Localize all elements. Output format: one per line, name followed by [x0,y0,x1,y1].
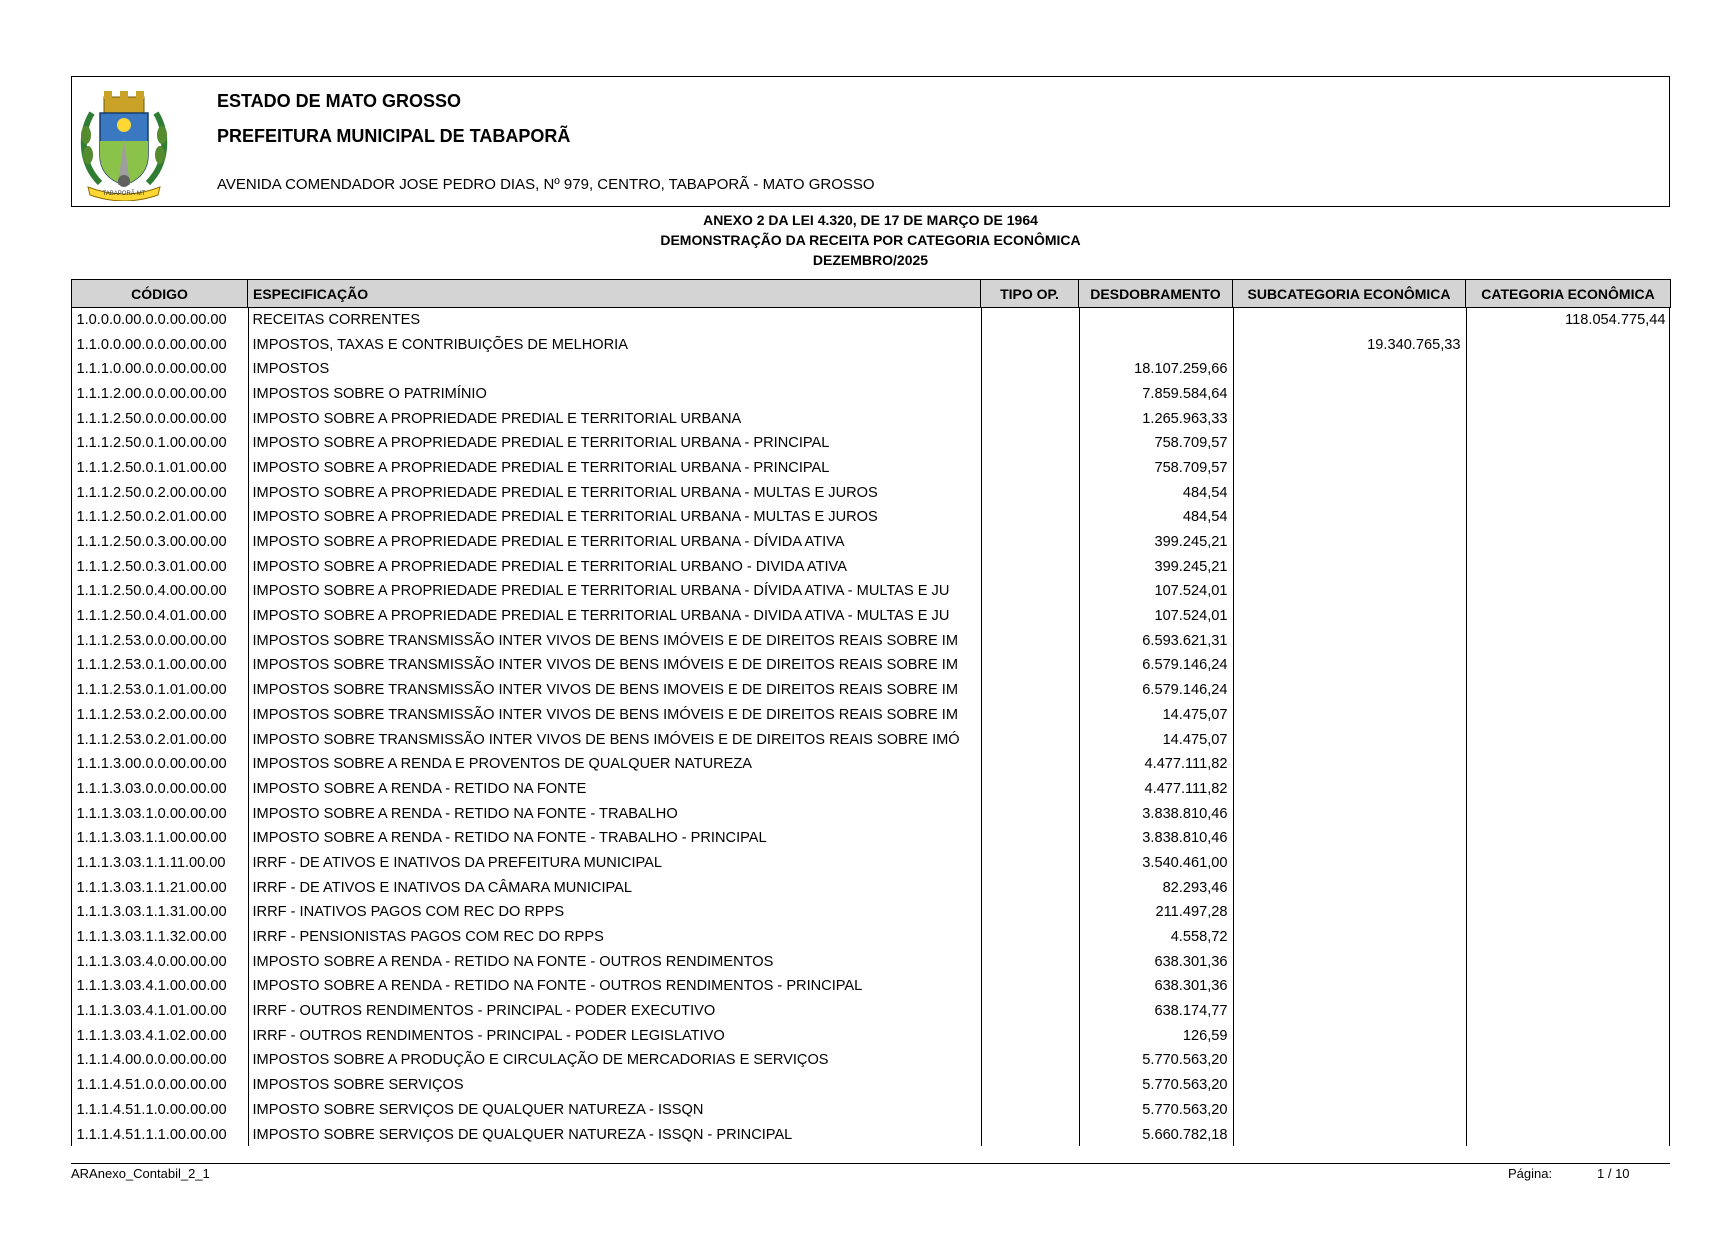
cell-code: 1.1.1.3.03.4.0.00.00.00 [76,953,227,970]
cell-category [1466,332,1671,357]
report-title-name: DEMONSTRAÇÃO DA RECEITA POR CATEGORIA ECONÔMICA [660,232,1081,248]
cell-breakdown: 126,59 [1182,1027,1228,1044]
cell-code: 1.1.1.2.50.0.1.01.00.00 [76,459,227,476]
cell-code: 1.1.1.3.03.1.1.31.00.00 [76,904,227,921]
table-row [72,628,1671,653]
cell-op-type [981,826,1079,851]
cell-category [1466,653,1671,678]
cell-op-type [981,456,1079,481]
cell-breakdown: 758.709,57 [1154,435,1228,452]
cell-op-type [981,875,1079,900]
cell-specification: IMPOSTO SOBRE A PROPRIEDADE PREDIAL E TERRITORIAL URBANA - MULTAS E JUROS [252,509,878,526]
cell-subcategory [1233,406,1466,431]
cell-specification: IMPOSTOS SOBRE O PATRIMÍNIO [252,385,487,402]
cell-category [1466,999,1671,1024]
cell-op-type [981,1122,1079,1147]
cell-code: 1.1.1.2.53.0.1.01.00.00 [76,682,227,699]
cell-specification: IMPOSTO SOBRE A PROPRIEDADE PREDIAL E TERRITORIAL URBANA [252,410,742,427]
cell-breakdown: 758.709,57 [1154,459,1228,476]
cell-op-type [981,505,1079,530]
cell-category [1466,875,1671,900]
cell-subcategory [1233,308,1466,333]
cell-code: 1.1.1.3.03.4.1.01.00.00 [76,1003,227,1020]
cell-specification: IMPOSTO SOBRE A RENDA - RETIDO NA FONTE - TRABALHO - PRINCIPAL [252,830,767,847]
cell-subcategory [1233,949,1466,974]
cell-breakdown: 82.293,46 [1162,879,1228,896]
cell-specification: IMPOSTO SOBRE A RENDA - RETIDO NA FONTE [252,780,587,797]
cell-specification: IMPOSTO SOBRE A PROPRIEDADE PREDIAL E TERRITORIAL URBANA - DIVIDA ATIVA - MULTAS E JU [252,608,950,625]
table-row [72,357,1671,382]
cell-breakdown: 107.524,01 [1154,583,1228,600]
cell-op-type [981,579,1079,604]
table-row [72,1098,1671,1123]
cell-code: 1.1.1.3.03.1.0.00.00.00 [76,805,227,822]
cell-subcategory [1233,1048,1466,1073]
cell-breakdown: 18.107.259,66 [1134,361,1228,378]
cell-category [1466,678,1671,703]
report-id: ARAnexo_Contabil_2_1 [71,1166,210,1181]
col-header-code: CÓDIGO [72,280,248,308]
table-row [72,1023,1671,1048]
cell-code: 1.1.1.3.00.0.0.00.00.00 [76,756,227,773]
cell-specification: IMPOSTO SOBRE A PROPRIEDADE PREDIAL E TERRITORIAL URBANA - DÍVIDA ATIVA [252,534,845,551]
cell-breakdown: 5.770.563,20 [1142,1052,1228,1069]
cell-op-type [981,406,1079,431]
cell-specification: IMPOSTOS SOBRE A PRODUÇÃO E CIRCULAÇÃO DE MERCADORIAS E SERVIÇOS [252,1052,829,1069]
cell-category [1466,949,1671,974]
cell-category [1466,752,1671,777]
cell-breakdown: 4.477.111,82 [1144,780,1228,797]
cell-subcategory [1233,579,1466,604]
table-row [72,875,1671,900]
cell-category [1466,900,1671,925]
cell-specification: IMPOSTO SOBRE A RENDA - RETIDO NA FONTE - OUTROS RENDIMENTOS - PRINCIPAL [252,978,863,995]
cell-specification: IMPOSTOS, TAXAS E CONTRIBUIÇÕES DE MELHORIA [252,336,628,353]
cell-code: 1.1.1.3.03.1.1.00.00.00 [76,830,227,847]
cell-code: 1.1.1.3.03.1.1.11.00.00 [76,854,226,871]
cell-category [1466,826,1671,851]
cell-breakdown: 399.245,21 [1154,558,1228,575]
col-header-category: CATEGORIA ECONÔMICA [1466,280,1671,308]
cell-specification: IRRF - DE ATIVOS E INATIVOS DA CÂMARA MUNICIPAL [252,879,632,896]
cell-specification: IMPOSTO SOBRE TRANSMISSÃO INTER VIVOS DE BENS IMÓVEIS E DE DIREITOS REAIS SOBRE IMÓ [252,731,960,748]
cell-op-type [981,1098,1079,1123]
cell-op-type [981,530,1079,555]
cell-category [1466,1048,1671,1073]
cell-subcategory [1233,628,1466,653]
cell-code: 1.1.1.2.53.0.1.00.00.00 [76,657,227,674]
cell-op-type [981,628,1079,653]
table-row [72,480,1671,505]
table-row [72,974,1671,999]
cell-specification: IMPOSTOS SOBRE SERVIÇOS [252,1077,464,1094]
cell-category [1466,604,1671,629]
cell-op-type [981,554,1079,579]
cell-subcategory [1233,999,1466,1024]
cell-code: 1.1.1.3.03.1.1.32.00.00 [76,929,227,946]
cell-subcategory [1233,480,1466,505]
page-number: 1 / 10 [1597,1166,1630,1181]
cell-breakdown: 484,54 [1182,509,1228,526]
cell-category [1466,579,1671,604]
col-header-op-type: TIPO OP. [981,280,1079,308]
cell-subcategory [1233,431,1466,456]
cell-breakdown: 6.579.146,24 [1142,682,1228,699]
cell-code: 1.1.1.2.50.0.4.00.00.00 [76,583,227,600]
cell-category [1466,505,1671,530]
cell-category [1466,801,1671,826]
cell-subcategory [1233,727,1466,752]
table-row [72,752,1671,777]
cell-subcategory [1233,382,1466,407]
cell-code: 1.1.1.2.50.0.3.01.00.00 [76,558,227,575]
table-row [72,925,1671,950]
cell-op-type [981,653,1079,678]
cell-subcategory [1233,604,1466,629]
cell-specification: IMPOSTO SOBRE A PROPRIEDADE PREDIAL E TERRITORIAL URBANA - PRINCIPAL [252,459,830,476]
revenue-table [71,279,1671,1147]
cell-specification: IMPOSTOS [252,361,330,378]
report-title-law: ANEXO 2 DA LEI 4.320, DE 17 DE MARÇO DE 1964 [703,212,1038,228]
cell-specification: IMPOSTO SOBRE A PROPRIEDADE PREDIAL E TERRITORIAL URBANA - DÍVIDA ATIVA - MULTAS E JU [252,583,950,600]
cell-specification: IRRF - OUTROS RENDIMENTOS - PRINCIPAL - PODER EXECUTIVO [252,1003,716,1020]
table-row [72,604,1671,629]
cell-breakdown [1079,332,1233,357]
cell-op-type [981,974,1079,999]
table-row [72,727,1671,752]
cell-op-type [981,949,1079,974]
cell-code: 1.1.1.4.51.1.0.00.00.00 [76,1101,227,1118]
cell-subcategory [1233,851,1466,876]
cell-code: 1.1.1.3.03.0.0.00.00.00 [76,780,227,797]
cell-subcategory [1233,925,1466,950]
cell-specification: IMPOSTOS SOBRE A RENDA E PROVENTOS DE QUALQUER NATUREZA [252,756,753,773]
cell-breakdown: 484,54 [1182,484,1228,501]
table-row [72,530,1671,555]
cell-subcategory [1233,357,1466,382]
table-row [72,801,1671,826]
cell-breakdown: 3.540.461,00 [1142,854,1228,871]
table-row [72,554,1671,579]
cell-category [1466,727,1671,752]
cell-subcategory [1233,1023,1466,1048]
cell-op-type [981,332,1079,357]
cell-breakdown: 3.838.810,46 [1142,830,1228,847]
page-label: Página: [1508,1166,1553,1181]
cell-op-type [981,777,1079,802]
cell-op-type [981,480,1079,505]
cell-code: 1.0.0.0.00.0.0.00.00.00 [76,312,227,329]
cell-code: 1.1.1.2.50.0.1.00.00.00 [76,435,227,452]
table-row [72,1073,1671,1098]
cell-op-type [981,925,1079,950]
cell-category [1466,357,1671,382]
cell-breakdown: 4.477.111,82 [1144,756,1228,773]
cell-op-type [981,357,1079,382]
cell-code: 1.1.1.0.00.0.0.00.00.00 [76,361,227,378]
col-header-subcategory: SUBCATEGORIA ECONÔMICA [1233,280,1466,308]
table-header-row [72,280,1671,308]
cell-specification: IMPOSTO SOBRE A PROPRIEDADE PREDIAL E TERRITORIAL URBANA - MULTAS E JUROS [252,484,878,501]
table-row [72,777,1671,802]
cell-code: 1.1.0.0.00.0.0.00.00.00 [76,336,227,353]
cell-breakdown: 6.593.621,31 [1142,632,1228,649]
cell-breakdown: 399.245,21 [1154,534,1228,551]
cell-op-type [981,801,1079,826]
cell-code: 1.1.1.2.00.0.0.00.00.00 [76,385,227,402]
cell-category [1466,628,1671,653]
cell-specification: IRRF - INATIVOS PAGOS COM REC DO RPPS [252,904,565,921]
table-row [72,1122,1671,1147]
cell-category [1466,406,1671,431]
cell-category [1466,382,1671,407]
cell-op-type [981,1073,1079,1098]
table-row [72,505,1671,530]
cell-breakdown: 5.770.563,20 [1142,1077,1228,1094]
table-row [72,579,1671,604]
col-header-breakdown: DESDOBRAMENTO [1079,280,1233,308]
cell-op-type [981,1048,1079,1073]
cell-breakdown: 14.475,07 [1162,706,1228,723]
table-row [72,851,1671,876]
cell-op-type [981,678,1079,703]
cell-code: 1.1.1.4.51.1.1.00.00.00 [76,1126,227,1143]
cell-category [1466,974,1671,999]
table-row [72,826,1671,851]
cell-category [1466,1098,1671,1123]
cell-subcategory [1233,826,1466,851]
municipality-name: PREFEITURA MUNICIPAL DE TABAPORÃ [217,126,571,146]
report-period: DEZEMBRO/2025 [812,252,929,268]
cell-specification: IMPOSTO SOBRE SERVIÇOS DE QUALQUER NATUREZA - ISSQN [252,1101,704,1118]
cell-category [1466,480,1671,505]
cell-code: 1.1.1.2.50.0.2.00.00.00 [76,484,227,501]
cell-breakdown: 6.579.146,24 [1142,657,1228,674]
cell-breakdown: 638.174,77 [1154,1003,1228,1020]
cell-category [1466,431,1671,456]
cell-specification: IMPOSTO SOBRE A RENDA - RETIDO NA FONTE - OUTROS RENDIMENTOS [252,953,774,970]
cell-category [1466,530,1671,555]
cell-code: 1.1.1.3.03.4.1.00.00.00 [76,978,227,995]
cell-subcategory [1233,900,1466,925]
cell-subcategory [1233,456,1466,481]
cell-code: 1.1.1.2.53.0.2.00.00.00 [76,706,227,723]
cell-category [1466,925,1671,950]
report-titles [71,210,1670,270]
cell-subcategory [1233,752,1466,777]
cell-breakdown: 638.301,36 [1154,978,1228,995]
cell-op-type [981,1023,1079,1048]
cell-subcategory [1233,653,1466,678]
cell-code: 1.1.1.2.50.0.2.01.00.00 [76,509,227,526]
cell-breakdown: 5.660.782,18 [1142,1126,1228,1143]
cell-op-type [981,752,1079,777]
cell-specification: IRRF - PENSIONISTAS PAGOS COM REC DO RPPS [252,929,604,946]
cell-category [1466,1122,1671,1147]
cell-subcategory [1233,801,1466,826]
cell-category: 118.054.775,44 [1565,312,1666,329]
table-row [72,308,1671,333]
cell-specification: IMPOSTO SOBRE SERVIÇOS DE QUALQUER NATUREZA - ISSQN - PRINCIPAL [252,1126,793,1143]
table-row [72,653,1671,678]
cell-specification: IMPOSTO SOBRE A PROPRIEDADE PREDIAL E TERRITORIAL URBANA - PRINCIPAL [252,435,830,452]
cell-op-type [981,851,1079,876]
table-row [72,332,1671,357]
cell-op-type [981,900,1079,925]
cell-code: 1.1.1.3.03.4.1.02.00.00 [76,1027,227,1044]
address: AVENIDA COMENDADOR JOSE PEDRO DIAS, Nº 979, CENTRO, TABAPORÃ - MATO GROSSO [217,176,875,193]
cell-specification: IRRF - DE ATIVOS E INATIVOS DA PREFEITURA MUNICIPAL [252,854,662,871]
cell-category [1466,1073,1671,1098]
header-box [71,76,1670,207]
footer-divider [71,1163,1670,1164]
cell-subcategory [1233,678,1466,703]
table-row [72,900,1671,925]
table-row [72,382,1671,407]
cell-category [1466,777,1671,802]
table-row [72,431,1671,456]
cell-code: 1.1.1.4.00.0.0.00.00.00 [76,1052,227,1069]
cell-op-type [981,999,1079,1024]
cell-subcategory [1233,703,1466,728]
table-body [72,308,1671,1147]
table-row [72,1048,1671,1073]
cell-category [1466,703,1671,728]
table-row [72,456,1671,481]
table-row [72,999,1671,1024]
cell-op-type [981,727,1079,752]
cell-code: 1.1.1.2.50.0.0.00.00.00 [76,410,227,427]
cell-breakdown: 7.859.584,64 [1142,385,1228,402]
cell-breakdown: 211.497,28 [1155,904,1228,921]
cell-subcategory [1233,1073,1466,1098]
cell-breakdown: 3.838.810,46 [1142,805,1228,822]
cell-subcategory [1233,1098,1466,1123]
cell-op-type [981,382,1079,407]
cell-category [1466,456,1671,481]
state-name: ESTADO DE MATO GROSSO [217,91,462,111]
table-row [72,406,1671,431]
table-row [72,949,1671,974]
cell-code: 1.1.1.2.53.0.0.00.00.00 [76,632,227,649]
cell-specification: IRRF - OUTROS RENDIMENTOS - PRINCIPAL - PODER LEGISLATIVO [252,1027,725,1044]
cell-specification: IMPOSTOS SOBRE TRANSMISSÃO INTER VIVOS DE BENS IMÓVEIS E DE DIREITOS REAIS SOBRE IM [252,706,959,723]
cell-specification: IMPOSTOS SOBRE TRANSMISSÃO INTER VIVOS DE BENS IMOVEIS E DE DIREITOS REAIS SOBRE IM [252,682,959,699]
cell-subcategory [1233,777,1466,802]
cell-code: 1.1.1.3.03.1.1.21.00.00 [76,879,227,896]
col-header-spec: ESPECIFICAÇÃO [248,280,981,308]
cell-subcategory: 19.340.765,33 [1367,336,1461,353]
cell-subcategory [1233,875,1466,900]
cell-specification: IMPOSTO SOBRE A RENDA - RETIDO NA FONTE - TRABALHO [252,805,678,822]
cell-specification: IMPOSTOS SOBRE TRANSMISSÃO INTER VIVOS DE BENS IMÓVEIS E DE DIREITOS REAIS SOBRE IM [252,657,959,674]
table-row [72,703,1671,728]
cell-op-type [981,308,1079,333]
table-row [72,678,1671,703]
cell-code: 1.1.1.2.50.0.4.01.00.00 [76,608,227,625]
cell-breakdown: 14.475,07 [1162,731,1228,748]
cell-op-type [981,703,1079,728]
cell-op-type [981,431,1079,456]
cell-subcategory [1233,554,1466,579]
cell-breakdown: 4.558,72 [1170,929,1228,946]
cell-breakdown: 638.301,36 [1154,953,1228,970]
cell-subcategory [1233,974,1466,999]
cell-breakdown: 1.265.963,33 [1142,410,1228,427]
cell-subcategory [1233,505,1466,530]
cell-specification: RECEITAS CORRENTES [252,312,421,329]
cell-breakdown: 107.524,01 [1154,608,1228,625]
cell-specification: IMPOSTO SOBRE A PROPRIEDADE PREDIAL E TERRITORIAL URBANO - DIVIDA ATIVA [252,558,847,575]
cell-breakdown: 5.770.563,20 [1142,1101,1228,1118]
cell-subcategory [1233,530,1466,555]
cell-specification: IMPOSTOS SOBRE TRANSMISSÃO INTER VIVOS DE BENS IMÓVEIS E DE DIREITOS REAIS SOBRE IM [252,632,959,649]
cell-category [1466,1023,1671,1048]
cell-breakdown [1079,308,1233,333]
cell-subcategory [1233,1122,1466,1147]
cell-category [1466,851,1671,876]
svg-text:TABAPORÃ-MT: TABAPORÃ-MT [102,191,146,197]
cell-code: 1.1.1.4.51.0.0.00.00.00 [76,1077,227,1094]
cell-op-type [981,604,1079,629]
cell-category [1466,554,1671,579]
municipal-crest-icon [78,83,170,201]
cell-code: 1.1.1.2.53.0.2.01.00.00 [76,731,227,748]
cell-code: 1.1.1.2.50.0.3.00.00.00 [76,534,227,551]
